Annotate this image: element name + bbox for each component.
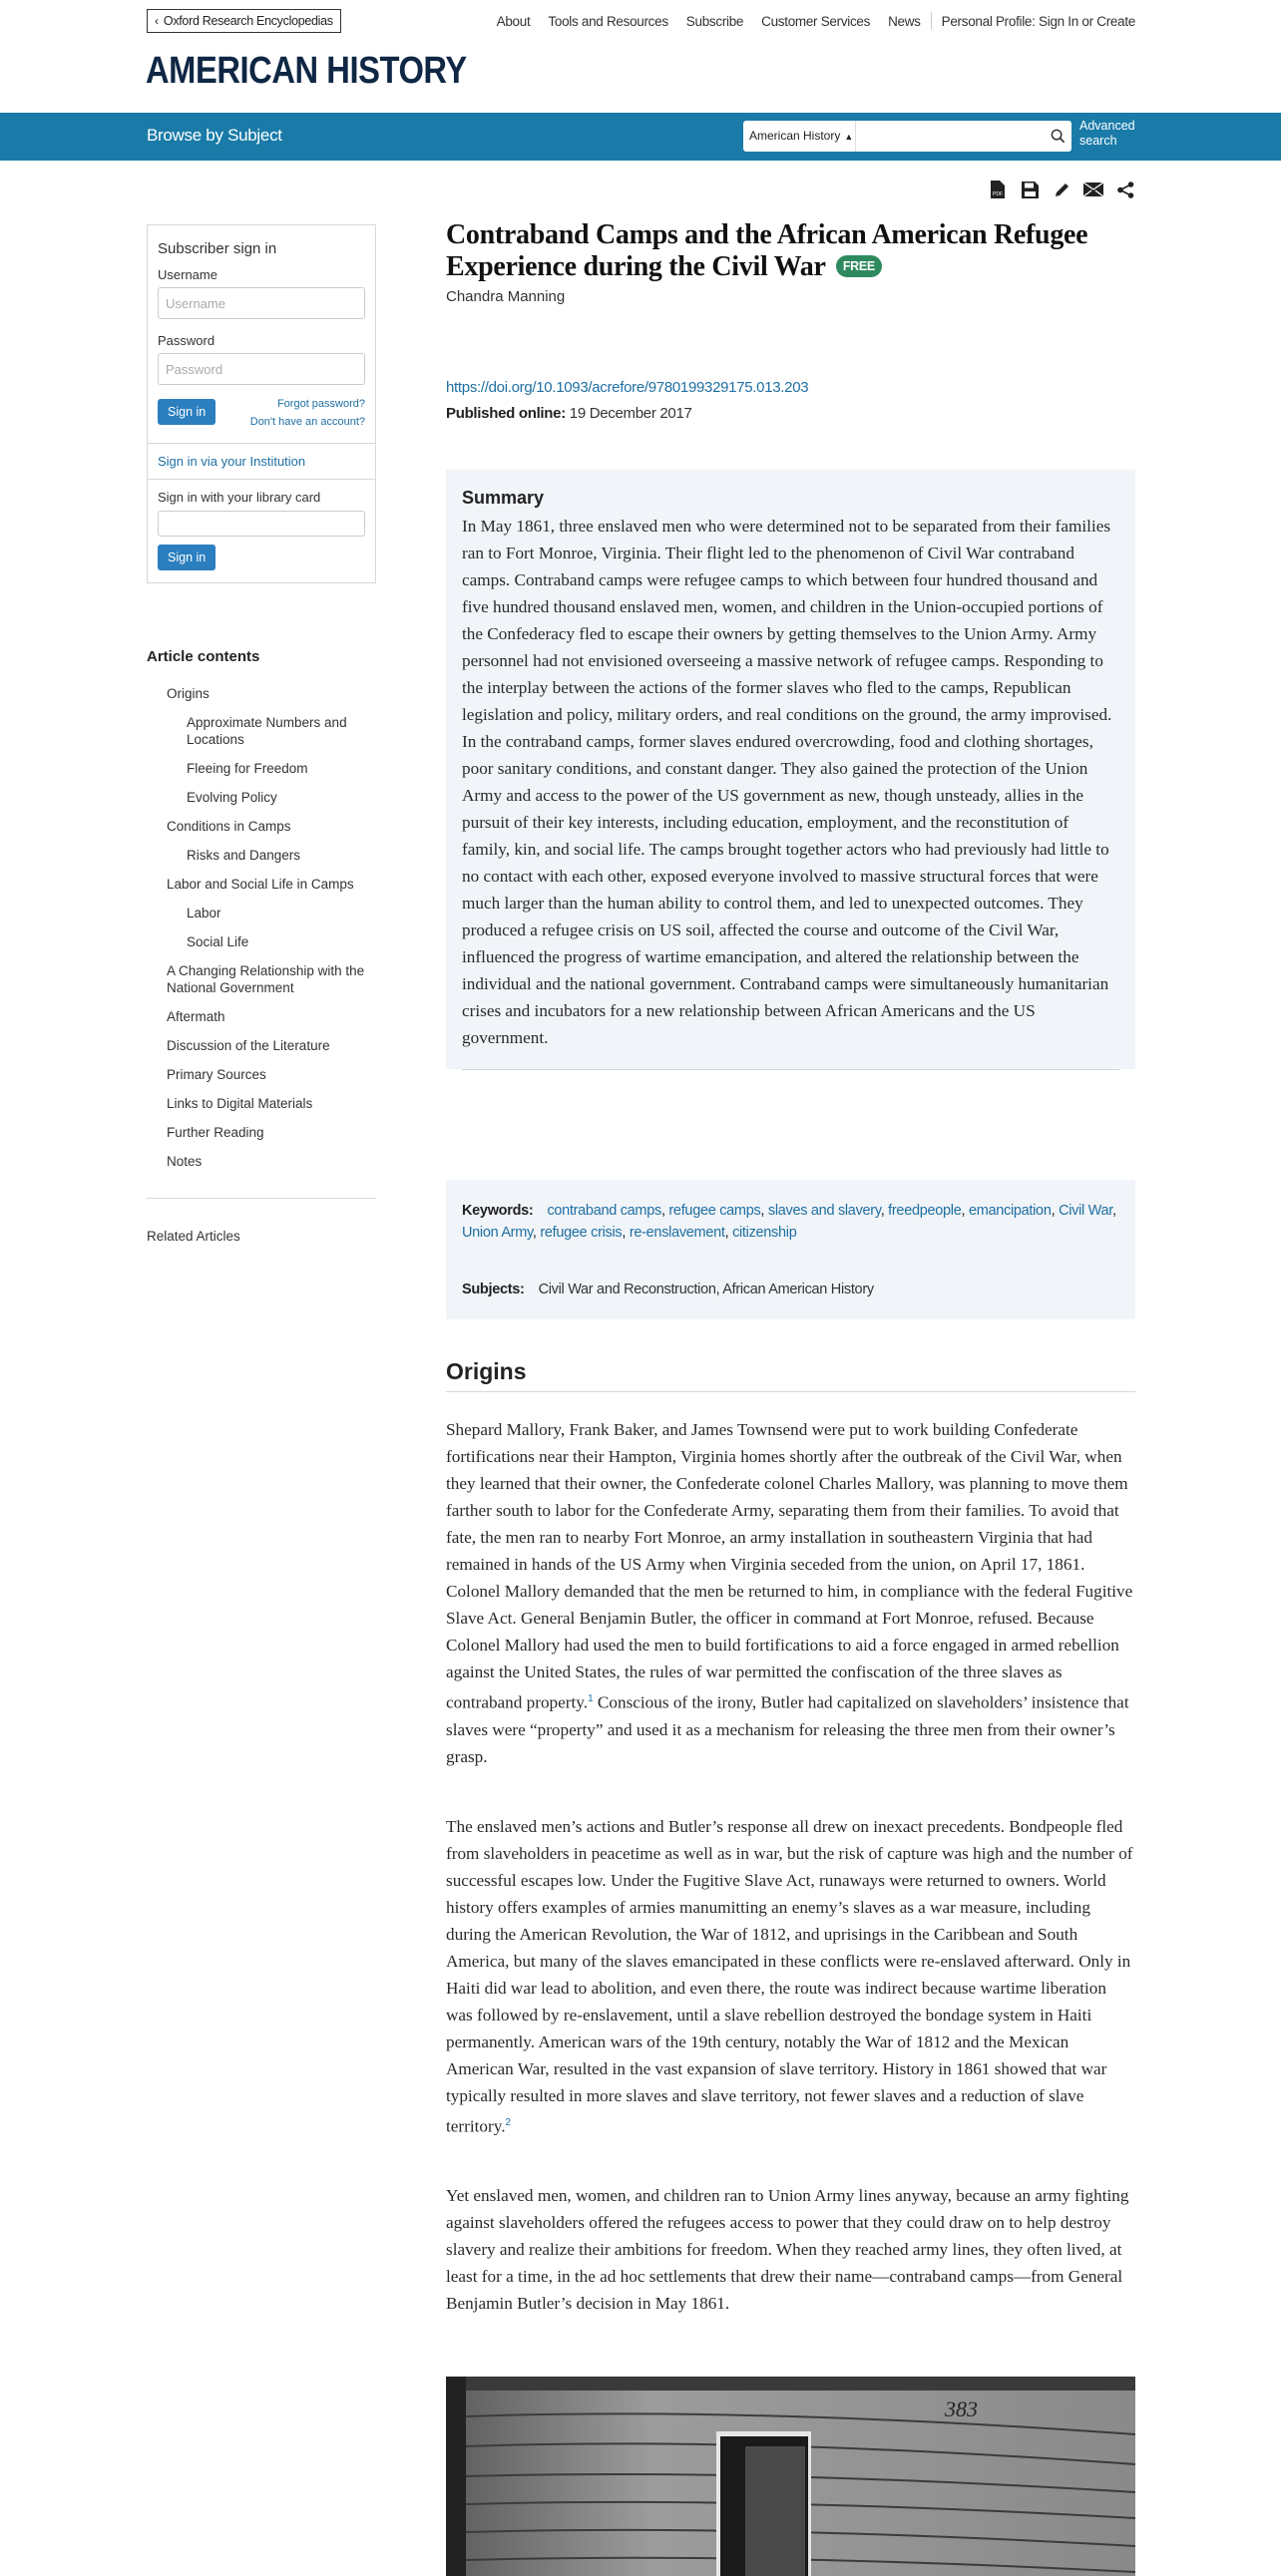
- article-author[interactable]: Chandra Manning: [446, 288, 566, 305]
- keyword-link[interactable]: Civil War: [1059, 1203, 1113, 1219]
- keyword-separator: ,: [1051, 1203, 1060, 1219]
- keyword-separator: ,: [532, 1225, 541, 1241]
- nav-news[interactable]: News: [888, 13, 921, 29]
- sort-arrows-icon: ▲︎: [844, 132, 854, 142]
- search-icon: [1051, 129, 1066, 144]
- signin-title: Subscriber sign in: [158, 240, 277, 257]
- keyword-separator: ,: [1112, 1203, 1116, 1219]
- back-to-ore-link[interactable]: ‹ Oxford Research Encyclopedias: [147, 9, 341, 33]
- body-paragraph: Shepard Mallory, Frank Baker, and James Townsend were put to work building Confederate fortifications near their Hampton, Virginia homes shortly after the outbreak of the Civil War, when they learned that their owner, the Confederate colonel Charles Mallory, was planning to move them farther south to labor for the Confederate Army, separating them from their families. To avoid that fate, the men ran to nearby Fort Monroe, an army installation in southeastern Virginia that had remained in hands of the US Army when Virginia seceded from the union, on April 17, 1861. Colonel Mallory demanded that the men be returned to him, in compliance with the federal Fugitive Slave Act. General Benjamin Butler, the officer in command at Fort Monroe, refused. Because Colonel Mallory had used the men to build fortifications to aid a force engaged in armed rebellion against the United States, the rules of war permitted the confiscation of the three slaves as contraband property.$^1$ Conscious of the irony, Butler had capitalized on slaveholders’ insistence that slaves were “property” and used it as a mechanism for releasing the three men from their owner’s grasp.: [446, 1420, 1133, 1766]
- library-card-label: Sign in with your library card: [158, 490, 321, 505]
- chevron-left-icon: ‹: [155, 14, 159, 28]
- toc-item[interactable]: Aftermath: [167, 1009, 225, 1024]
- advanced-search-link[interactable]: Advanced search: [1079, 119, 1135, 148]
- email-icon[interactable]: [1083, 180, 1103, 199]
- keyword-link[interactable]: contraband camps: [547, 1203, 661, 1219]
- browse-by-subject-link[interactable]: Browse by Subject: [147, 126, 282, 145]
- cite-pencil-icon[interactable]: [1052, 180, 1071, 199]
- free-badge: FREE: [836, 255, 882, 277]
- forgot-password-link[interactable]: Forgot password?: [276, 398, 365, 410]
- username-input[interactable]: [158, 287, 365, 319]
- password-input[interactable]: [158, 353, 365, 385]
- subjects-value: Civil War and Reconstruction, African American History: [538, 1282, 874, 1297]
- svg-text:PDF: PDF: [993, 191, 1003, 197]
- toc-item[interactable]: Approximate Numbers and Locations: [187, 715, 347, 747]
- article-title: Contraband Camps and the African American Refugee Experience during the Civil War FREE: [446, 219, 1088, 282]
- nav-customer-services[interactable]: Customer Services: [761, 13, 871, 29]
- keyword-separator: ,: [961, 1203, 969, 1219]
- search-group: [743, 121, 1071, 152]
- toc-item[interactable]: Labor and Social Life in Camps: [167, 877, 354, 892]
- save-icon[interactable]: [1020, 180, 1040, 199]
- subscriber-signin-panel: [147, 224, 376, 583]
- institution-signin-link[interactable]: Sign in via your Institution: [158, 454, 306, 469]
- search-input[interactable]: [856, 121, 1044, 152]
- toc-item[interactable]: Links to Digital Materials: [167, 1096, 313, 1111]
- toc-list: [147, 685, 376, 1170]
- toc-item[interactable]: Fleeing for Freedom: [187, 761, 308, 776]
- toc-item[interactable]: Origins: [167, 686, 210, 701]
- keyword-separator: ,: [724, 1225, 733, 1241]
- keyword-link[interactable]: Union Army: [462, 1225, 533, 1241]
- username-label: Username: [158, 267, 217, 282]
- toc-item[interactable]: Notes: [167, 1154, 203, 1169]
- library-signin-button[interactable]: Sign in: [158, 545, 215, 570]
- toc-item[interactable]: Primary Sources: [167, 1067, 266, 1082]
- subjects-row: Subjects: Civil War and Reconstruction, African American History: [462, 1282, 874, 1297]
- keyword-link[interactable]: refugee crisis: [540, 1225, 623, 1241]
- toc-item[interactable]: Discussion of the Literature: [167, 1038, 330, 1053]
- article-contents: [147, 648, 376, 1244]
- personal-profile-link[interactable]: Personal Profile: Sign In or Create: [941, 13, 1135, 29]
- site-title[interactable]: AMERICAN HISTORY: [146, 50, 467, 92]
- nav-about[interactable]: About: [496, 13, 531, 29]
- keyword-link[interactable]: freedpeople: [888, 1203, 962, 1219]
- photo-number-label: 383: [945, 2396, 978, 2421]
- keyword-link[interactable]: re-enslavement: [629, 1225, 725, 1241]
- summary-title: Summary: [462, 488, 545, 508]
- nav-subscribe[interactable]: Subscribe: [685, 13, 744, 29]
- create-account-link[interactable]: Don't have an account?: [249, 416, 365, 428]
- body-paragraph: The enslaved men’s actions and Butler’s response all drew on inexact precedents. Bondpeople fled from slaveholders in peacetime as well as in war, but the risk of capture was high and the number of successful escapes low. Under the Fugitive Slave Act, runaways were returned to owners. World history offers examples of armies manumitting an enemy’s slaves as a war measure, including during the American Revolution, the War of 1812, and uprisings in the Caribbean and South America, but many of the slaves emancipated in these conflicts were re-enslaved afterward. Only in Haiti did war lead to abolition, and even there, the route was indirect because wartime liberation was followed by re-enslavement, until a slave rebellion destroyed the bondage system in Haiti permanently. American wars of the 19th century, notably the War of 1812 and the Mexican American War, resulted in the vast expansion of slave territory. History in 1861 showed that war typically resulted in more slaves and slave territory, not fewer slaves and a reduction of slave territory.$^2$: [446, 1817, 1133, 2136]
- search-scope-select[interactable]: American History ▲︎: [743, 121, 856, 152]
- cabin-photo-illustration: [446, 2377, 1135, 2576]
- password-label: Password: [158, 333, 215, 348]
- published-online: Published online: 19 December 2017: [446, 405, 692, 422]
- keyword-separator: ,: [622, 1225, 630, 1241]
- toc-item[interactable]: Conditions in Camps: [167, 819, 291, 834]
- keyword-separator: ,: [880, 1203, 889, 1219]
- toc-title: Article contents: [147, 648, 260, 665]
- contraband-cabin-photo[interactable]: [446, 2377, 1135, 2576]
- signin-button[interactable]: Sign in: [158, 399, 215, 425]
- utility-nav: [479, 9, 1135, 33]
- toc-item[interactable]: Further Reading: [167, 1125, 264, 1140]
- toc-item[interactable]: Social Life: [187, 934, 249, 949]
- summary-box: [446, 470, 1135, 1071]
- article-header: [446, 219, 1135, 422]
- footnote-link[interactable]: 2: [505, 2117, 512, 2128]
- doi-link[interactable]: https://doi.org/10.1093/acrefore/9780199329175.013.203: [446, 379, 809, 396]
- keyword-link[interactable]: citizenship: [732, 1225, 797, 1241]
- article-tools: [988, 180, 1135, 199]
- footnote-link[interactable]: 1: [588, 1693, 594, 1704]
- section-heading-origins: Origins: [446, 1358, 1135, 1392]
- nav-divider: [931, 12, 932, 30]
- utility-bar: [147, 9, 1135, 33]
- keywords-box: [446, 1180, 1135, 1319]
- library-card-input[interactable]: [158, 511, 365, 537]
- subject-search-bar: [0, 113, 1281, 161]
- keywords-row: Keywords: contraband camps, refugee camps, slaves and slavery, freedpeople, emancipation, Civil War, Union Army, refugee crisis, re-enslavement, citizenship: [462, 1203, 1116, 1241]
- body-paragraph: Yet enslaved men, women, and children ran to Union Army lines anyway, because an army fighting against slaveholders offered the refugees access to power that they could draw on to help destroy slavery and realize their ambitions for freedom. When they reached army lines, they often lived, at least for a time, in the ad hoc settlements that drew their name—contraband camps—from General Benjamin Butler’s decision in May 1861.: [446, 2186, 1129, 2313]
- related-articles-link[interactable]: Related Articles: [147, 1229, 240, 1244]
- keyword-separator: ,: [660, 1203, 669, 1219]
- pdf-icon[interactable]: [988, 180, 1008, 199]
- summary-text: In May 1861, three enslaved men who were determined not to be separated from their families ran to Fort Monroe, Virginia. Their flight led to the phenomenon of Civil War contraband camps. Contraband camps were refugee camps to which between four hundred thousand and five hundred thousand enslaved men, women, and children in the Union-occupied portions of the Confederacy fled to escape their owners by getting themselves to the Union Army. Army personnel had not envisioned overseeing a massive network of refugee camps. Responding to the interplay between the actions of the former slaves who fled to the camps, Republican legislation and policy, military orders, and real conditions on the ground, the army improvised. In the contraband camps, former slaves endured overcrowding, food and clothing shortages, poor sanitary conditions, and constant danger. They also gained the protection of the Union Army and access to the power of the US government as new, though unsteady, allies in the pursuit of their key interests, including education, employment, and the reconstitution of family, kin, and social life. The camps brought together actors who had previously had little to no contact with each other, exposed everyone involved to massive structural forces that were much larger than the human ability to control them, and led to unexpected outcomes. They produced a refugee crisis on US soil, affected the course and outcome of the Civil War, influenced the progress of wartime emancipation, and altered the relationship between the individual and the national government. Contraband camps were simultaneously humanitarian crises and incubators for a new relationship between African Americans and the US government.: [462, 517, 1112, 1047]
- share-icon[interactable]: [1115, 180, 1135, 199]
- toc-item[interactable]: Evolving Policy: [187, 790, 277, 805]
- nav-tools-and-resources[interactable]: Tools and Resources: [548, 13, 668, 29]
- toc-divider: [147, 1198, 376, 1199]
- toc-item[interactable]: Labor: [187, 906, 221, 920]
- keyword-link[interactable]: emancipation: [968, 1203, 1052, 1219]
- keyword-link[interactable]: slaves and slavery: [767, 1203, 881, 1219]
- toc-item[interactable]: A Changing Relationship with the National Government: [167, 963, 365, 995]
- keyword-separator: ,: [760, 1203, 768, 1219]
- keyword-link[interactable]: refugee camps: [668, 1203, 761, 1219]
- toc-item[interactable]: Risks and Dangers: [187, 848, 301, 863]
- search-button[interactable]: [1044, 121, 1071, 152]
